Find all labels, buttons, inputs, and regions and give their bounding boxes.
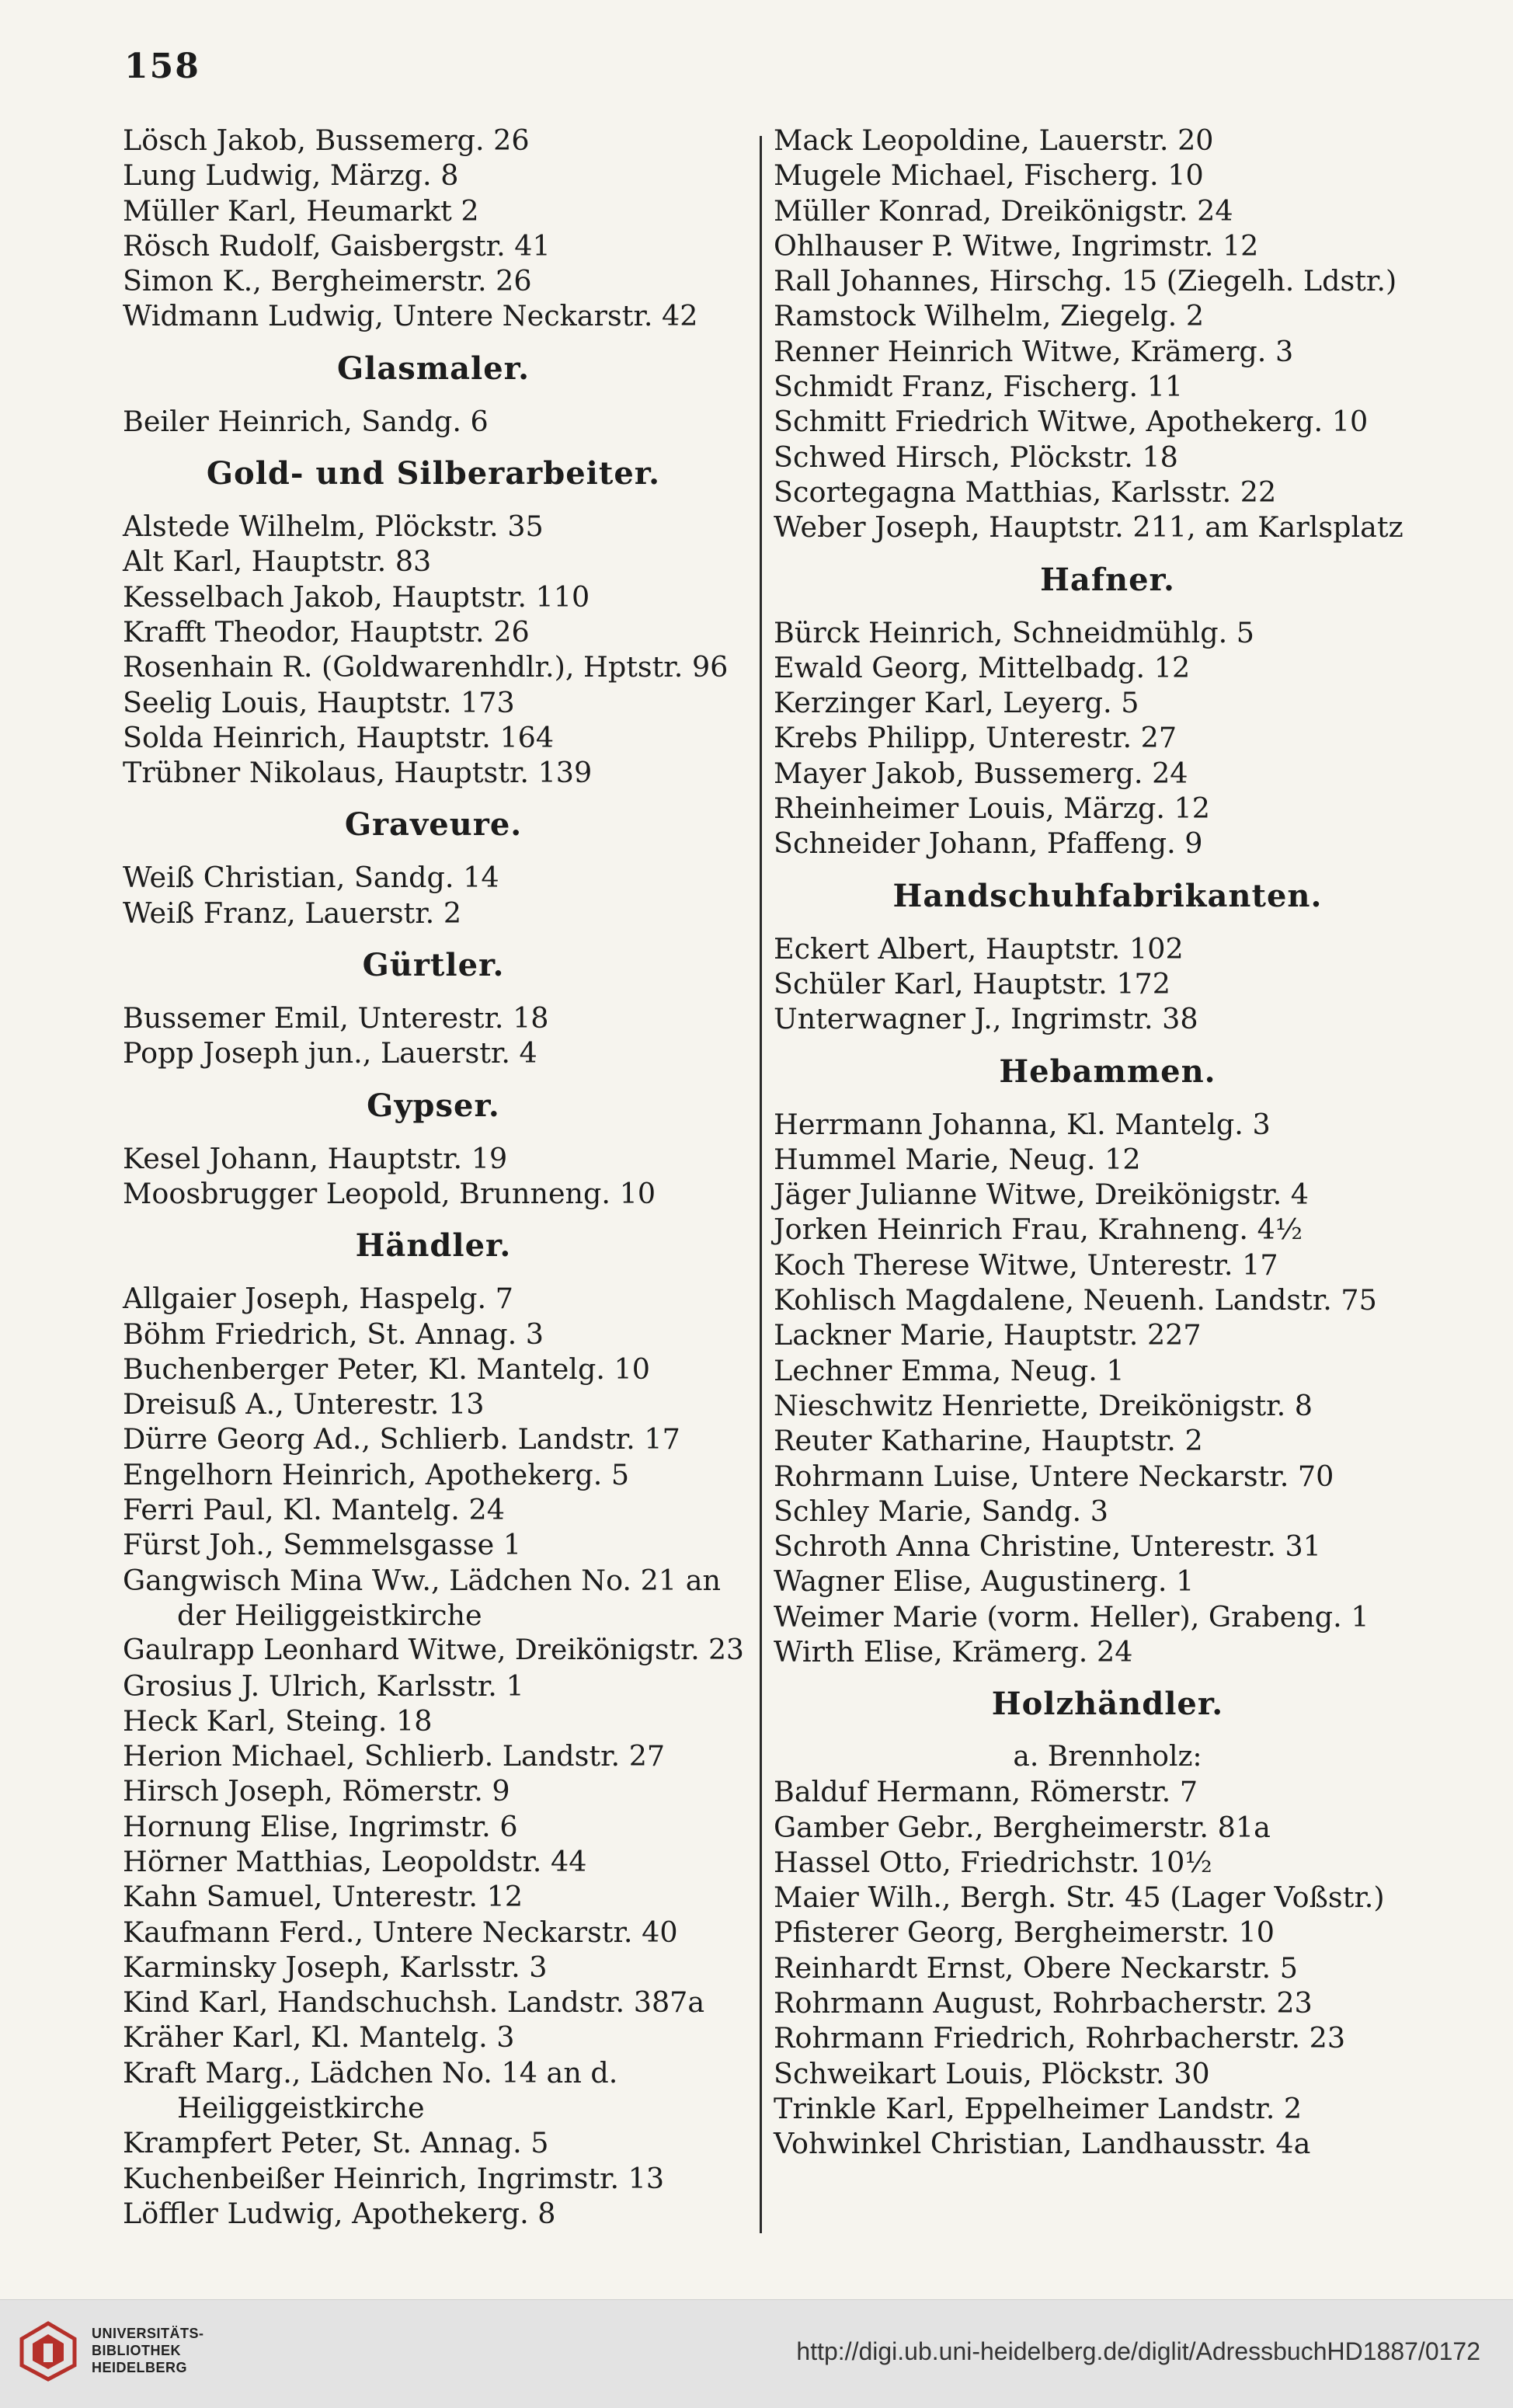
directory-entry: Jorken Heinrich Frau, Krahneng. 4½ xyxy=(774,1213,1303,1247)
directory-entry: Schmitt Friedrich Witwe, Apothekerg. 10 xyxy=(774,405,1369,439)
directory-entry: Beiler Heinrich, Sandg. 6 xyxy=(123,404,489,438)
left-column xyxy=(123,123,744,2231)
section-heading: Händler. xyxy=(355,1227,512,1265)
directory-entry: Lechner Emma, Neug. 1 xyxy=(774,1353,1125,1387)
directory-entry: Hassel Otto, Friedrichstr. 10½ xyxy=(774,1845,1212,1879)
directory-entry: Trübner Nikolaus, Hauptstr. 139 xyxy=(123,756,593,790)
directory-entry: Ewald Georg, Mittelbadg. 12 xyxy=(774,650,1191,684)
source-url[interactable]: http://digi.ub.uni-heidelberg.de/diglit/AdressbuchHD1887/0172 xyxy=(796,2337,1480,2365)
directory-entry: Rohrmann August, Rohrbacherstr. 23 xyxy=(774,1986,1313,2020)
directory-entry: Heck Karl, Steing. 18 xyxy=(123,1703,433,1738)
directory-entry: Schwed Hirsch, Plöckstr. 18 xyxy=(774,440,1178,474)
directory-entry: Fürst Joh., Semmelsgasse 1 xyxy=(123,1528,522,1562)
directory-entry: Mayer Jakob, Bussemerg. 24 xyxy=(774,756,1188,790)
footer-bar xyxy=(0,2299,1513,2408)
directory-entry: Dreisuß A., Unterestr. 13 xyxy=(123,1387,485,1421)
directory-entry: Herrmann Johanna, Kl. Mantelg. 3 xyxy=(774,1107,1271,1141)
directory-entry: Ferri Paul, Kl. Mantelg. 24 xyxy=(123,1493,505,1527)
directory-entry: Alt Karl, Hauptstr. 83 xyxy=(123,545,432,579)
directory-entry: Trinkle Karl, Eppelheimer Landstr. 2 xyxy=(774,2091,1303,2125)
directory-entry: Kohlisch Magdalene, Neuenh. Landstr. 75 xyxy=(774,1283,1377,1317)
directory-entry: Maier Wilh., Bergh. Str. 45 (Lager Voßstr.) xyxy=(774,1881,1385,1915)
directory-entry: Buchenberger Peter, Kl. Mantelg. 10 xyxy=(123,1352,650,1386)
logo-line: UNIVERSITÄTS- xyxy=(92,2326,204,2341)
directory-entry: Karminsky Joseph, Karlsstr. 3 xyxy=(123,1950,548,1984)
directory-entry: Kind Karl, Handschuchsh. Landstr. 387a xyxy=(123,1985,705,2020)
directory-entry: Hörner Matthias, Leopoldstr. 44 xyxy=(123,1844,587,1878)
directory-entry: Popp Joseph jun., Lauerstr. 4 xyxy=(123,1036,537,1070)
directory-entry: Jäger Julianne Witwe, Dreikönigstr. 4 xyxy=(774,1178,1310,1212)
directory-entry: Löffler Ludwig, Apothekerg. 8 xyxy=(123,2196,556,2230)
directory-entry: Kesel Johann, Hauptstr. 19 xyxy=(123,1141,508,1175)
directory-entry: Müller Karl, Heumarkt 2 xyxy=(123,193,479,228)
directory-entry: Rösch Rudolf, Gaisbergstr. 41 xyxy=(123,228,551,263)
logo-line: BIBLIOTHEK xyxy=(92,2343,181,2358)
directory-entry: Lösch Jakob, Bussemerg. 26 xyxy=(123,124,530,157)
directory-entry: Gangwisch Mina Ww., Lädchen No. 21 an der Heiliggeistkirche xyxy=(123,1563,721,1632)
directory-entry: Wagner Elise, Augustinerg. 1 xyxy=(774,1564,1195,1599)
directory-entry: Herion Michael, Schlierb. Landstr. 27 xyxy=(123,1739,666,1773)
section-heading: Handschuhfabrikanten. xyxy=(892,877,1323,914)
directory-entry: Mack Leopoldine, Lauerstr. 20 xyxy=(774,124,1214,157)
university-logo-icon xyxy=(17,2320,79,2382)
section-heading: Graveure. xyxy=(344,806,523,844)
directory-entry: Moosbrugger Leopold, Brunneng. 10 xyxy=(123,1176,656,1210)
section-heading: Gold- und Silberarbeiter. xyxy=(206,455,661,492)
directory-entry: Reuter Katharine, Hauptstr. 2 xyxy=(774,1424,1203,1458)
directory-entry: Kräher Karl, Kl. Mantelg. 3 xyxy=(123,2020,515,2055)
directory-entry: Kahn Samuel, Unterestr. 12 xyxy=(123,1880,523,1914)
directory-entry: Reinhardt Ernst, Obere Neckarstr. 5 xyxy=(774,1950,1298,1985)
directory-entry: Widmann Ludwig, Untere Neckarstr. 42 xyxy=(123,299,698,333)
directory-entry: Ohlhauser P. Witwe, Ingrimstr. 12 xyxy=(774,228,1259,263)
directory-entry: Wirth Elise, Krämerg. 24 xyxy=(774,1634,1133,1669)
directory-entry: Weber Joseph, Hauptstr. 211, am Karlsplatz xyxy=(774,510,1403,545)
directory-entry: Schüler Karl, Hauptstr. 172 xyxy=(774,966,1170,1000)
directory-entry: Ramstock Wilhelm, Ziegelg. 2 xyxy=(774,299,1205,333)
directory-entry: Hornung Elise, Ingrimstr. 6 xyxy=(123,1809,518,1843)
directory-entry: Nieschwitz Henriette, Dreikönigstr. 8 xyxy=(774,1388,1313,1422)
column-divider xyxy=(760,136,762,2233)
section-heading: Gypser. xyxy=(367,1087,500,1124)
directory-entry: Rohrmann Luise, Untere Neckarstr. 70 xyxy=(774,1459,1334,1493)
directory-entry: Vohwinkel Christian, Landhausstr. 4a xyxy=(774,2127,1311,2161)
directory-entry: Koch Therese Witwe, Unterestr. 17 xyxy=(774,1247,1278,1282)
directory-entry: Allgaier Joseph, Haspelg. 7 xyxy=(123,1282,513,1316)
section-heading: Hebammen. xyxy=(999,1053,1216,1090)
section-subheading: a. Brennholz: xyxy=(1013,1741,1202,1773)
directory-entry: Gamber Gebr., Bergheimerstr. 81a xyxy=(774,1810,1271,1844)
directory-entry: Gaulrapp Leonhard Witwe, Dreikönigstr. 23 xyxy=(123,1634,744,1667)
directory-entry: Grosius J. Ulrich, Karlsstr. 1 xyxy=(123,1669,524,1703)
directory-entry: Simon K., Bergheimerstr. 26 xyxy=(123,264,532,298)
directory-entry: Seelig Louis, Hauptstr. 173 xyxy=(123,685,515,719)
directory-entry: Scortegagna Matthias, Karlsstr. 22 xyxy=(774,475,1277,509)
logo-text xyxy=(92,2325,204,2376)
directory-entry: Engelhorn Heinrich, Apothekerg. 5 xyxy=(123,1457,630,1491)
directory-entry: Kuchenbeißer Heinrich, Ingrimstr. 13 xyxy=(123,2161,665,2195)
directory-entry: Unterwagner J., Ingrimstr. 38 xyxy=(774,1002,1198,1036)
directory-entry: Kerzinger Karl, Leyerg. 5 xyxy=(774,686,1139,720)
directory-entry: Alstede Wilhelm, Plöckstr. 35 xyxy=(123,510,544,544)
directory-entry: Krafft Theodor, Hauptstr. 26 xyxy=(123,614,530,649)
directory-entry: Weiß Christian, Sandg. 14 xyxy=(123,861,499,895)
directory-entry: Rheinheimer Louis, Märzg. 12 xyxy=(774,792,1210,826)
directory-entry: Mugele Michael, Fischerg. 10 xyxy=(774,158,1204,193)
logo-line: HEIDELBERG xyxy=(92,2360,188,2375)
directory-entry: Schneider Johann, Pfaffeng. 9 xyxy=(774,826,1203,861)
page-number: 158 xyxy=(124,47,200,86)
section-heading: Glasmaler. xyxy=(336,350,530,387)
directory-entry: Hirsch Joseph, Römerstr. 9 xyxy=(123,1774,510,1808)
directory-entry: Renner Heinrich Witwe, Krämerg. 3 xyxy=(774,334,1294,368)
directory-entry: Bürck Heinrich, Schneidmühlg. 5 xyxy=(774,615,1255,649)
directory-entry: Rohrmann Friedrich, Rohrbacherstr. 23 xyxy=(774,2021,1346,2055)
directory-entry: Balduf Hermann, Römerstr. 7 xyxy=(774,1775,1198,1809)
directory-entry: Müller Konrad, Dreikönigstr. 24 xyxy=(774,193,1233,228)
directory-entry: Schmidt Franz, Fischerg. 11 xyxy=(774,370,1184,404)
right-column xyxy=(774,123,1442,2162)
directory-entry: Lackner Marie, Hauptstr. 227 xyxy=(774,1318,1202,1352)
directory-entry: Weimer Marie (vorm. Heller), Grabeng. 1 xyxy=(774,1599,1369,1634)
directory-entry: Dürre Georg Ad., Schlierb. Landstr. 17 xyxy=(123,1422,680,1456)
directory-entry: Krampfert Peter, St. Annag. 5 xyxy=(123,2126,549,2160)
section-heading: Gürtler. xyxy=(362,947,505,984)
directory-entry: Schley Marie, Sandg. 3 xyxy=(774,1494,1108,1528)
directory-entry: Schroth Anna Christine, Unterestr. 31 xyxy=(774,1529,1321,1564)
directory-entry: Schweikart Louis, Plöckstr. 30 xyxy=(774,2056,1210,2090)
directory-entry: Rall Johannes, Hirschg. 15 (Ziegelh. Ldstr.) xyxy=(774,264,1397,298)
section-heading: Holzhändler. xyxy=(991,1686,1224,1723)
directory-entry: Weiß Franz, Lauerstr. 2 xyxy=(123,896,462,930)
directory-entry: Bussemer Emil, Unterestr. 18 xyxy=(123,1001,549,1035)
directory-entry: Rosenhain R. (Goldwarenhdlr.), Hptstr. 96 xyxy=(123,650,729,684)
directory-entry: Kraft Marg., Lädchen No. 14 an d. Heiliggeistkirche xyxy=(123,2055,618,2125)
section-heading: Hafner. xyxy=(1040,561,1175,598)
directory-entry: Eckert Albert, Hauptstr. 102 xyxy=(774,931,1184,966)
directory-entry: Böhm Friedrich, St. Annag. 3 xyxy=(123,1317,544,1351)
directory-entry: Pfisterer Georg, Bergheimerstr. 10 xyxy=(774,1916,1275,1950)
directory-entry: Solda Heinrich, Hauptstr. 164 xyxy=(123,720,555,754)
directory-entry: Hummel Marie, Neug. 12 xyxy=(774,1142,1141,1176)
directory-entry: Krebs Philipp, Unterestr. 27 xyxy=(774,721,1177,755)
directory-entry: Kaufmann Ferd., Untere Neckarstr. 40 xyxy=(123,1915,678,1949)
directory-entry: Kesselbach Jakob, Hauptstr. 110 xyxy=(123,579,590,614)
directory-entry: Lung Ludwig, Märzg. 8 xyxy=(123,158,459,193)
